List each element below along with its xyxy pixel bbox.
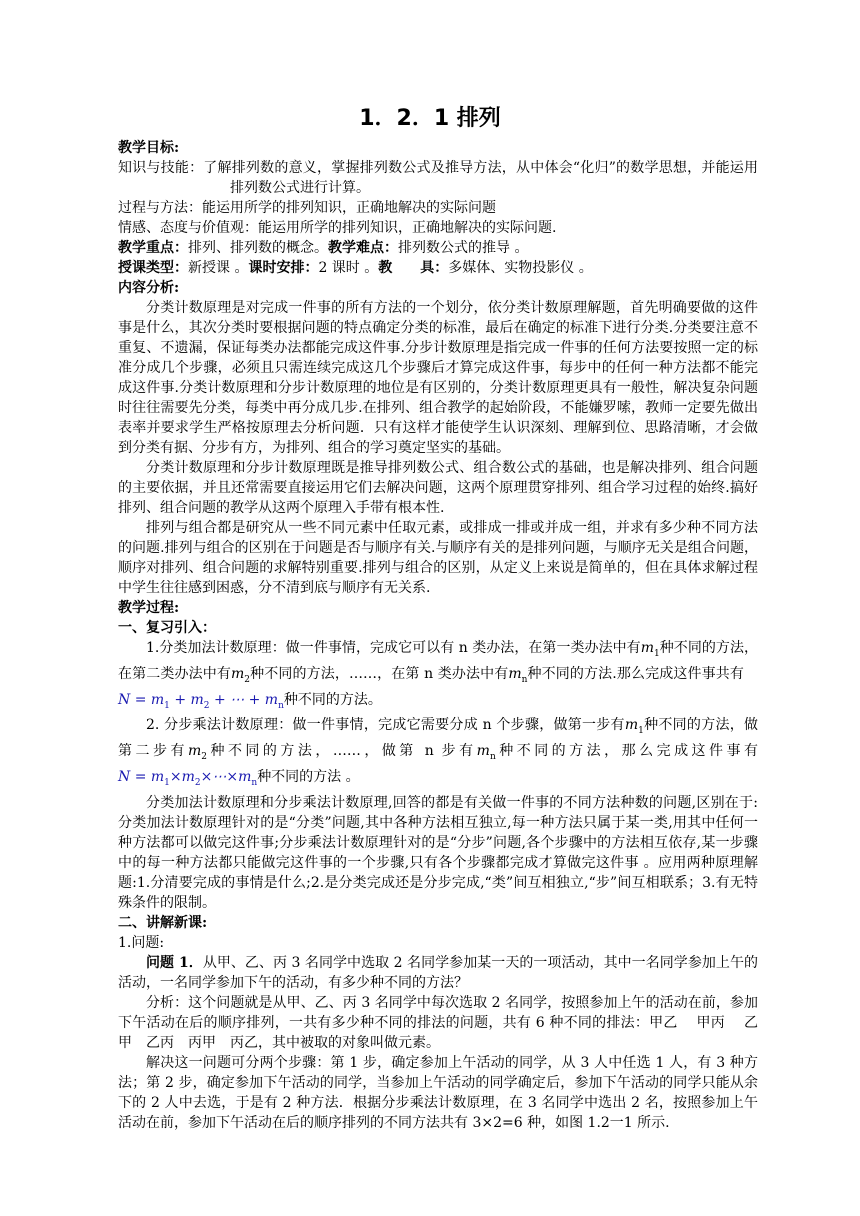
question-1-analysis: 分析：这个问题就是从甲、乙、丙 3 名同学中每次选取 2 名同学，按照参加上午的活动在前，参加下午活动在后的顺序排列，一共有多少种不同的排法的问题，共有 6 种不同的排法：甲乙 甲丙 乙甲 乙丙 丙甲 丙乙，其中被取的对象叫做元素。 (118, 994, 758, 1051)
multiplication-text-c: 种不同的方法，……，做第 n 步有 (206, 743, 477, 760)
tools-text: 多媒体、实物投影仪 。 (448, 260, 593, 276)
question-1-solution: 解决这一问题可分两个步骤：第 1 步，确定参加上午活动的同学，从 3 人中任选 1 人，有 3 种方法；第 2 步，确定参加下午活动的同学，当参加上午活动的同学确定后，参加下午活动的同学只能从余下的 2 人中去选，于是有 2 种方法．根据分步乘法计数原理，在 3 名同学中选出 2 名，按照参加上午活动在前，参加下午活动在后的顺序排列的不同方法共有 3×2=6 种，如图 1.2一1 所示. (118, 1054, 758, 1131)
multiplication-text-b: 种不同的方法，做第二步有 (118, 717, 759, 760)
analysis-paragraph-3: 排列与组合都是研究从一些不同元素中任取元素，或排成一排或并成一组，并求有多少种不同方法的问题.排列与组合的区别在于问题是否与顺序有关.与顺序有关的是排列问题，与顺序无关是组合问题，顺序对排列、组合问题的求解特别重要.排列与组合的区别，从定义上来说是简单的，但在具体求解过程中学生往往感到困惑，分不清到底与顺序有无关系. (118, 520, 758, 596)
formula-sum: $N = m_1 + m_2$ + ⋯ + $m_n$ (118, 691, 284, 711)
addition-text-b: 种不同的方法，在第二类办法中有 (118, 640, 758, 682)
document-body (118, 138, 758, 1133)
type-text: 新授课 。 (188, 260, 249, 276)
type-label: 授课类型： (118, 260, 188, 276)
objectives-heading: 教学目标: (118, 140, 180, 156)
addition-text-e: 种不同的方法。 (283, 691, 382, 708)
multiplication-text-d: 种不同的方法，那么完成这件事有 (495, 743, 759, 760)
objective-process: 过程与方法：能运用所学的排列知识，正确地解决的实际问题 (118, 200, 496, 216)
addition-principle (118, 638, 758, 715)
formula-product: $N = m_1\times m_2\times\cdots\times m_n$ (118, 768, 258, 788)
process-heading: 教学过程: (118, 600, 180, 616)
lesson-info-line (118, 258, 758, 278)
focus-label: 教学重点： (118, 240, 188, 256)
question-1 (118, 953, 758, 993)
difficulty-text: 排列数公式的推导 。 (398, 240, 529, 256)
formula-m1b: $m_1$ (624, 717, 644, 737)
analysis-paragraph-1: 分类计数原理是对完成一件事的所有方法的一个划分，依分类计数原理解题，首先明确要做的这件事是什么，其次分类时要根据问题的特点确定分类的标准，最后在确定的标准下进行分类.分类要注意不重复、不遗漏，保证每类办法都能完成这件事.分步计数原理是指完成一件事的任何方法要按照一定的标准分成几个步骤，必须且只需连续完成这几个步骤后才算完成这件事，每步中的任何一种方法都不能完成这件事.分类计数原理和分步计数原理的地位是有区别的，分类计数原理更具有一般性，解决复杂问题时往往需要先分类，每类中再分成几步.在排列、组合教学的起始阶段，不能嫌罗嗦，教师一定要先做出表率并要求学生严格按原理去分析问题．只有这样才能使学生认识深刻、理解到位、思路清晰，才会做到分类有据、分步有方，为排列、组合的学习奠定坚实的基础。 (118, 300, 758, 456)
objective-knowledge: 知识与技能：了解排列数的意义，掌握排列数公式及推导方法，从中体会“化归”的数学思想，并能运用排列数公式进行计算。 (118, 160, 758, 196)
addition-text-a: 1.分类加法计数原理：做一件事情，完成它可以有 n 类办法，在第一类办法中有 (146, 640, 641, 656)
multiplication-principle (118, 715, 758, 792)
formula-mnb: $m_n$ (476, 743, 496, 762)
questions-label: 1.问题: (118, 934, 165, 951)
objective-emotion: 情感、态度与价值观：能运用所学的排列知识，正确地解决的实际问题. (118, 220, 557, 236)
multiplication-text-a: 2. 分步乘法计数原理：做一件事情，完成它需要分成 n 个步骤，做第一步有 (146, 717, 625, 734)
addition-text-c: 种不同的方法，……，在第 n 类办法中有 (250, 665, 509, 682)
section1-heading: 一、复习引入： (118, 620, 216, 636)
formula-m2b: $m_2$ (187, 743, 207, 762)
hours-text: 2 课时 。 (318, 260, 379, 276)
formula-m1: $m_1$ (640, 640, 660, 659)
difficulty-label: 教学难点： (328, 240, 398, 256)
addition-text-d: 种不同的方法.那么完成这件事共有 (527, 665, 745, 682)
focus-text: 排列、排列数的概念。 (188, 240, 328, 256)
page-title: 1．2．1 排列 (359, 106, 501, 131)
section2-heading: 二、讲解新课: (118, 914, 208, 931)
formula-mn: $m_n$ (508, 665, 528, 685)
question-1-text: 从甲、乙、丙 3 名同学中选取 2 名同学参加某一天的一项活动，其中一名同学参加上午的活动，一名同学参加下午的活动，有多少种不同的方法？ (118, 954, 758, 991)
question-1-label: 问题 1． (146, 954, 203, 971)
tools-label: 教 具： (378, 260, 449, 276)
analysis-paragraph-2: 分类计数原理和分步计数原理既是推导排列数公式、组合数公式的基础，也是解决排列、组合问题的主要依据，并且还常需要直接运用它们去解决问题，这两个原理贯穿排列、组合学习过程的始终.搞好排列、组合问题的教学从这两个原理入手带有根本性. (118, 460, 758, 516)
formula-m2: $m_2$ (231, 665, 251, 685)
focus-line (118, 238, 758, 258)
multiplication-text-e: 种不同的方法 。 (257, 768, 360, 785)
comparison-paragraph: 分类加法计数原理和分步乘法计数原理,回答的都是有关做一件事的不同方法种数的问题,区别在于:分类加法计数原理针对的是“分类”问题,其中各种方法相互独立,每一种方法只属于某一类,用其中任何一种方法都可以做完这件事;分步乘法计数原理针对的是“分步”问题,各个步骤中的方法相互依存,某一步骤中的每一种方法都只能做完这件事的一个步骤,只有各个步骤都完成才算做完这件事 。应用两种原理解题:1.分清要完成的事情是什么;2.是分类完成还是分步完成,“类”间互相独立,“步”间互相联系；3.有无特殊条件的限制。 (118, 794, 758, 911)
hours-label: 课时安排： (248, 260, 319, 276)
analysis-heading: 内容分析: (118, 280, 180, 296)
